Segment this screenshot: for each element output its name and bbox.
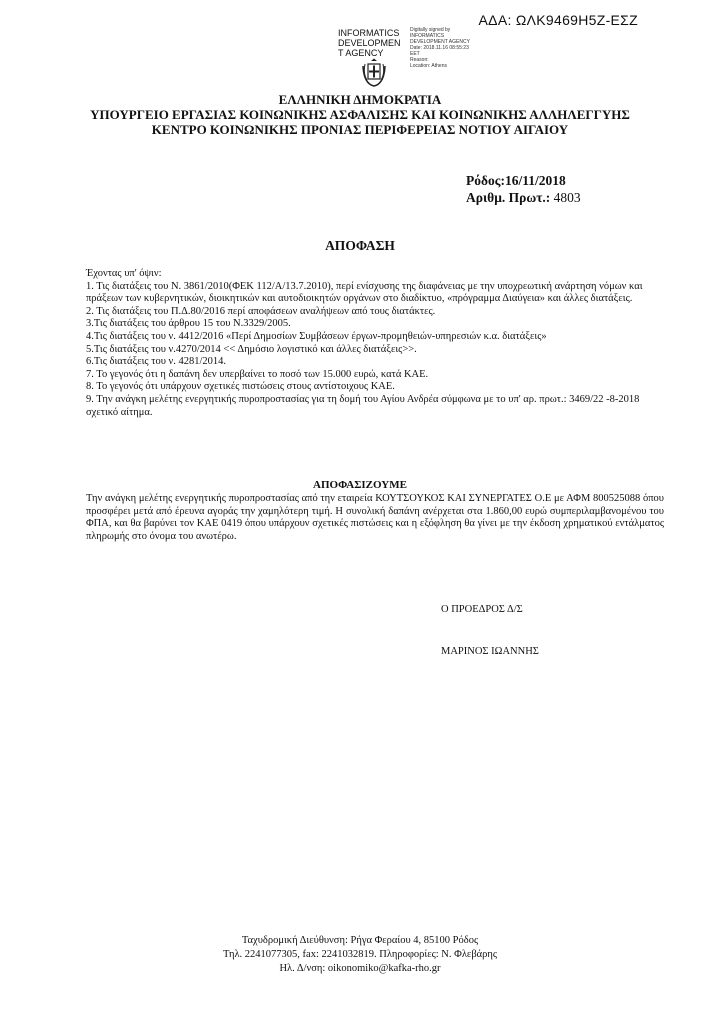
date-protocol-block — [466, 172, 581, 206]
signature-meta-line: Digitally signed by — [410, 27, 451, 33]
ada-code: ΑΔΑ: ΩΛΚ9469Η5Ζ-ΕΣΖ — [478, 12, 638, 28]
considering-item: 8. Το γεγονός ότι υπάρχουν σχετικές πιστώσεις στους αντίστοιχους ΚΑΕ. — [86, 381, 395, 393]
considering-item: 4.Τις διατάξεις του ν. 4412/2016 «Περί Δημοσίων Συμβάσεων έργων-προμηθειών-υπηρεσιών κ.α. διατάξεις» — [86, 330, 547, 342]
document-title: ΑΠΟΦΑΣΗ — [325, 238, 395, 253]
signature-organization — [338, 28, 408, 58]
considering-item: 1. Τις διατάξεις του Ν. 3861/2010(ΦΕΚ 112/Α/13.7.2010), περί ενίσχυσης της διαφάνειας με την υποχρεωτική ανάρτηση νόμων και πράξεων των κυβερνητικών, διοικητικών και αυτοδιοικητών οργάνων στο διαδίκτυο, «πρόγραμμα Διαύγεια» και άλλες διατάξεις. — [86, 280, 643, 305]
considering-item: 6.Τις διατάξεις του ν. 4281/2014. — [86, 356, 227, 368]
signature-meta-line: Location: Athens — [410, 63, 447, 69]
header-ministry: ΥΠΟΥΡΓΕΙΟ ΕΡΓΑΣΙΑΣ ΚΟΙΝΩΝΙΚΗΣ ΑΣΦΑΛΙΣΗΣ ΚΑΙ ΚΟΙΝΩΝΙΚΗΣ ΑΛΛΗΛΕΓΓΥΗΣ — [90, 107, 630, 122]
footer-email: Ηλ. Δ/νση: oikonomiko@kafka-rho.gr — [279, 963, 441, 974]
considering-item: 5.Τις διατάξεις του ν.4270/2014 << Δημόσιο λογιστικό και άλλες διατάξεις>>. — [86, 343, 417, 355]
signature-meta-line: INFORMATICS — [410, 33, 445, 39]
protocol-label: Αριθμ. Πρωτ.: — [466, 190, 551, 205]
protocol-line — [466, 189, 581, 206]
signature-meta-line: DEVELOPMENT AGENCY — [410, 39, 470, 45]
signature-org-line: DEVELOPMEN — [338, 38, 401, 48]
date-line: Ρόδος:16/11/2018 — [466, 173, 566, 188]
decide-heading: ΑΠΟΦΑΣΙΖΟΥΜΕ — [313, 479, 407, 491]
decision-paragraph: Την ανάγκη μελέτης ενεργητικής πυροπροστασίας από την εταιρεία ΚΟΥΤΣΟΥΚΟΣ ΚΑΙ ΣΥΝΕΡΓΑΤΕΣ Ο.Ε με ΑΦΜ 800525088 όπου προσφέρει μετά από έρευνα αγοράς την χαμηλότερη τιμή. Η συνολική δαπάνη ανέρχεται στα 1.860,00 ευρώ συμπεριλαμβανομένου του ΦΠΑ, και θα βαρύνει τον ΚΑΕ 0419 όπου υπάρχουν σχετικές πιστώσεις και η εξόφληση θα γίνει με την έκδοση χρηματικού εντάλματος πληρωμής στο όνομα του ανωτέρω. — [86, 493, 664, 542]
header-republic: ΕΛΛΗΝΙΚΗ ΔΗΜΟΚΡΑΤΙΑ — [278, 92, 442, 107]
considering-item: 3.Τις διατάξεις του άρθρου 15 του Ν.3329/2005. — [86, 318, 291, 330]
signature-org-line: INFORMATICS — [338, 28, 400, 38]
protocol-number: 4803 — [553, 190, 581, 205]
header-center: ΚΕΝΤΡΟ ΚΟΙΝΩΝΙΚΗΣ ΠΡΟΝΙΑΣ ΠΕΡΙΦΕΡΕΙΑΣ ΝΟΤΙΟΥ ΑΙΓΑΙΟΥ — [151, 122, 569, 137]
considering-item: 9. Την ανάγκη μελέτης ενεργητικής πυροπροστασίας για τη δομή του Αγίου Ανδρέα σύμφωνα με το υπ' αρ. πρωτ.: 3469/22 -8-2018 σχετικό αίτημα. — [86, 393, 640, 418]
signature-meta-line: Reason: — [410, 57, 429, 63]
signature-metadata — [410, 27, 490, 69]
signature-meta-line: EET — [410, 51, 420, 57]
footer-address: Ταχυδρομική Διεύθυνση: Ρήγα Φεραίου 4, 85100 Ρόδος — [241, 935, 479, 946]
considering-item: 2. Τις διατάξεις του Π.Δ.80/2016 περί αποφάσεων αναλήψεων από τους διατάκτες. — [86, 305, 436, 317]
considering-item: 7. Το γεγονός ότι η δαπάνη δεν υπερβαίνει το ποσό των 15.000 ευρώ, κατά ΚΑΕ. — [86, 368, 429, 380]
greek-emblem-icon — [360, 58, 388, 88]
footer-phone: Τηλ. 2241077305, fax: 2241032819. Πληροφορίες: Ν. Φλεβάρης — [222, 949, 498, 960]
president-name: ΜΑΡΙΝΟΣ ΙΩΑΝΝΗΣ — [441, 646, 539, 657]
considering-list — [86, 268, 666, 419]
president-label: Ο ΠΡΟΕΔΡΟΣ Δ/Σ — [441, 604, 523, 615]
considering-intro: Έχοντας υπ' όψιν: — [86, 268, 162, 279]
document-header — [0, 92, 720, 137]
signature-meta-line: Date: 2018.11.16 08:55:23 — [410, 45, 469, 51]
signature-org-line: T AGENCY — [338, 48, 384, 58]
footer-contact — [0, 934, 720, 976]
